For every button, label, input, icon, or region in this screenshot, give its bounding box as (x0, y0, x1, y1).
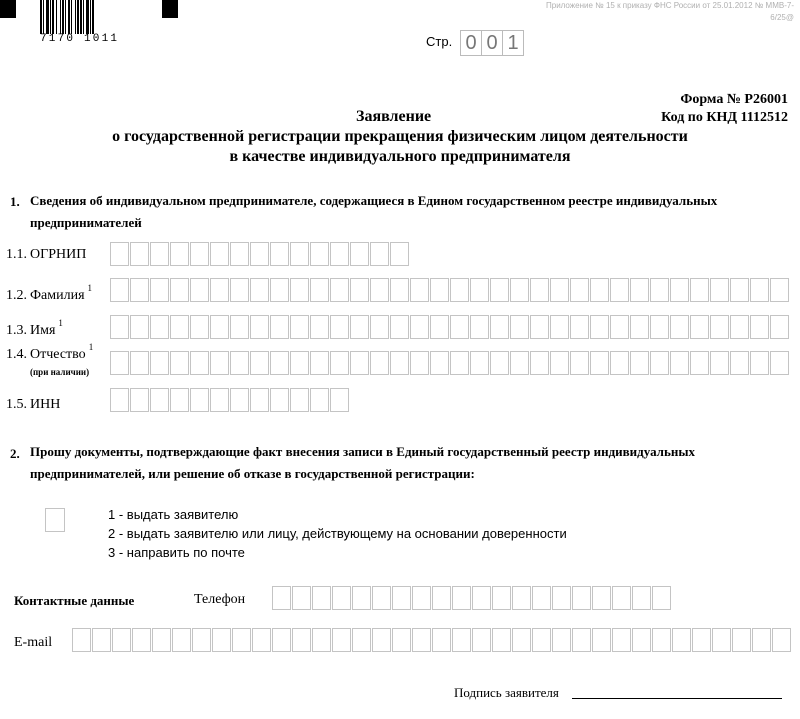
field-index: 1.1. (6, 247, 27, 262)
order-note-line2: 6/25@ (770, 13, 794, 22)
char-cell[interactable] (312, 586, 331, 610)
field-index: 1.3. (6, 323, 27, 338)
char-cell[interactable] (150, 315, 169, 339)
delivery-option-1: 1 - выдать заявителю (108, 507, 239, 522)
char-cell[interactable] (110, 315, 129, 339)
char-cell[interactable] (630, 351, 649, 375)
char-cell[interactable] (552, 586, 571, 610)
first-name-label (30, 318, 63, 339)
char-cell[interactable] (330, 388, 349, 412)
email-label: E-mail (14, 635, 53, 650)
char-cell[interactable] (450, 351, 469, 375)
char-cell[interactable] (232, 628, 251, 652)
char-cell[interactable] (230, 351, 249, 375)
char-cell[interactable] (170, 351, 189, 375)
char-cell[interactable] (170, 315, 189, 339)
char-cell[interactable] (210, 351, 229, 375)
first-name-cells[interactable] (110, 315, 790, 339)
char-cell[interactable] (630, 278, 649, 302)
inn-label: ИНН (30, 397, 61, 412)
char-cell[interactable] (692, 628, 711, 652)
char-cell[interactable] (690, 315, 709, 339)
char-cell[interactable] (332, 586, 351, 610)
char-cell[interactable] (550, 351, 569, 375)
char-cell[interactable] (370, 242, 389, 266)
char-cell[interactable] (290, 242, 309, 266)
first-name-label-text: Имя (30, 323, 56, 338)
char-cell[interactable] (652, 628, 671, 652)
footnote-marker: 1 (87, 283, 93, 293)
document-title: Заявление (356, 108, 432, 125)
char-cell[interactable] (450, 278, 469, 302)
barcode-bar (50, 0, 51, 34)
char-cell[interactable] (152, 628, 171, 652)
char-cell[interactable] (490, 351, 509, 375)
char-cell[interactable] (590, 351, 609, 375)
char-cell[interactable] (110, 351, 129, 375)
barcode-bar (77, 0, 79, 34)
form-number: Форма № Р26001 (680, 92, 788, 107)
char-cell[interactable] (292, 586, 311, 610)
char-cell[interactable] (330, 278, 349, 302)
char-cell[interactable] (230, 278, 249, 302)
char-cell[interactable] (290, 388, 309, 412)
char-cell[interactable] (670, 315, 689, 339)
char-cell[interactable] (150, 388, 169, 412)
inn-cells[interactable] (110, 388, 350, 412)
char-cell[interactable] (270, 278, 289, 302)
registration-mark-right (162, 0, 178, 18)
char-cell[interactable] (570, 278, 589, 302)
char-cell[interactable] (610, 278, 629, 302)
ogrnip-label: ОГРНИП (30, 247, 87, 262)
page-label: Стр. (426, 34, 453, 49)
char-cell[interactable] (190, 242, 209, 266)
surname-label-text: Фамилия (30, 288, 85, 303)
char-cell[interactable] (490, 315, 509, 339)
char-cell[interactable] (732, 628, 751, 652)
barcode-bar (40, 0, 42, 34)
char-cell[interactable] (670, 278, 689, 302)
barcode-number: 7170 1011 (40, 33, 120, 45)
signature-label: Подпись заявителя (454, 685, 559, 700)
char-cell[interactable] (770, 278, 789, 302)
char-cell[interactable] (550, 278, 569, 302)
char-cell[interactable] (532, 586, 551, 610)
char-cell[interactable] (750, 315, 769, 339)
char-cell[interactable] (390, 278, 409, 302)
page-digit[interactable]: 0 (481, 30, 503, 56)
char-cell[interactable] (310, 351, 329, 375)
footnote-marker: 1 (88, 342, 94, 352)
char-cell[interactable] (492, 628, 511, 652)
char-cell[interactable] (450, 315, 469, 339)
barcode-bar (60, 0, 61, 34)
barcode-bar (68, 0, 70, 34)
char-cell[interactable] (710, 278, 729, 302)
char-cell[interactable] (490, 278, 509, 302)
order-note-line1: Приложение № 15 к приказу ФНС России от 25.01.2012 № ММВ-7- (546, 1, 794, 10)
char-cell[interactable] (190, 351, 209, 375)
char-cell[interactable] (270, 388, 289, 412)
char-cell[interactable] (510, 278, 529, 302)
char-cell[interactable] (392, 628, 411, 652)
contacts-heading: Контактные данные (14, 593, 135, 608)
char-cell[interactable] (452, 586, 471, 610)
char-cell[interactable] (210, 242, 229, 266)
char-cell[interactable] (210, 388, 229, 412)
char-cell[interactable] (130, 315, 149, 339)
char-cell[interactable] (270, 242, 289, 266)
char-cell[interactable] (290, 315, 309, 339)
page-digit[interactable]: 1 (502, 30, 524, 56)
char-cell[interactable] (390, 242, 409, 266)
char-cell[interactable] (592, 628, 611, 652)
char-cell[interactable] (150, 278, 169, 302)
char-cell[interactable] (110, 278, 129, 302)
char-cell[interactable] (630, 315, 649, 339)
char-cell[interactable] (372, 586, 391, 610)
char-cell[interactable] (290, 278, 309, 302)
char-cell[interactable] (530, 315, 549, 339)
page-digit[interactable]: 0 (460, 30, 482, 56)
barcode-bar (43, 0, 44, 34)
char-cell[interactable] (310, 242, 329, 266)
char-cell[interactable] (112, 628, 131, 652)
char-cell[interactable] (370, 351, 389, 375)
char-cell[interactable] (132, 628, 151, 652)
barcode-bar (86, 0, 89, 34)
phone-cells[interactable] (272, 586, 672, 610)
char-cell[interactable] (350, 351, 369, 375)
registration-mark-left (0, 0, 16, 18)
barcode-bar (62, 0, 64, 34)
section1-heading: Сведения об индивидуальном предпринимателе, содержащиеся в Едином государственном реестре индивидуальных предпринимателей (30, 193, 718, 230)
char-cell[interactable] (352, 628, 371, 652)
char-cell[interactable] (332, 628, 351, 652)
patronymic-note: (при наличии) (30, 367, 90, 377)
char-cell[interactable] (672, 628, 691, 652)
char-cell[interactable] (412, 628, 431, 652)
char-cell[interactable] (572, 586, 591, 610)
char-cell[interactable] (272, 628, 291, 652)
char-cell[interactable] (310, 315, 329, 339)
char-cell[interactable] (530, 278, 549, 302)
char-cell[interactable] (410, 278, 429, 302)
char-cell[interactable] (410, 315, 429, 339)
char-cell[interactable] (150, 242, 169, 266)
char-cell[interactable] (130, 278, 149, 302)
delivery-option-cell[interactable] (45, 508, 65, 532)
section2-number: 2. (10, 446, 20, 461)
char-cell[interactable] (610, 315, 629, 339)
char-cell[interactable] (72, 628, 91, 652)
char-cell[interactable] (530, 351, 549, 375)
char-cell[interactable] (110, 242, 129, 266)
char-cell[interactable] (250, 315, 269, 339)
signature-line[interactable] (572, 698, 782, 699)
char-cell[interactable] (372, 628, 391, 652)
char-cell[interactable] (712, 628, 731, 652)
char-cell[interactable] (750, 351, 769, 375)
char-cell[interactable] (430, 351, 449, 375)
email-cells[interactable] (72, 628, 792, 652)
char-cell[interactable] (510, 315, 529, 339)
char-cell[interactable] (190, 388, 209, 412)
barcode-bar (83, 0, 84, 34)
char-cell[interactable] (512, 628, 531, 652)
char-cell[interactable] (190, 278, 209, 302)
char-cell[interactable] (610, 351, 629, 375)
barcode-bar (90, 0, 91, 34)
char-cell[interactable] (772, 628, 791, 652)
char-cell[interactable] (590, 315, 609, 339)
char-cell[interactable] (770, 315, 789, 339)
char-cell[interactable] (130, 242, 149, 266)
page-number-cells (460, 30, 523, 56)
char-cell[interactable] (592, 586, 611, 610)
char-cell[interactable] (452, 628, 471, 652)
char-cell[interactable] (590, 278, 609, 302)
char-cell[interactable] (292, 628, 311, 652)
char-cell[interactable] (612, 628, 631, 652)
char-cell[interactable] (330, 351, 349, 375)
barcode-bar (56, 0, 57, 34)
document-subtitle-line1: о государственной регистрации прекращения физическим лицом деятельности (112, 128, 688, 145)
char-cell[interactable] (170, 278, 189, 302)
char-cell[interactable] (130, 388, 149, 412)
char-cell[interactable] (110, 388, 129, 412)
char-cell[interactable] (252, 628, 271, 652)
knd-code: Код по КНД 1112512 (661, 110, 788, 125)
char-cell[interactable] (170, 242, 189, 266)
char-cell[interactable] (470, 315, 489, 339)
delivery-option-2: 2 - выдать заявителю или лицу, действующему на основании доверенности (108, 526, 567, 541)
char-cell[interactable] (430, 278, 449, 302)
char-cell[interactable] (612, 586, 631, 610)
field-index: 1.2. (6, 288, 27, 303)
char-cell[interactable] (730, 278, 749, 302)
footnote-marker: 1 (58, 318, 63, 328)
char-cell[interactable] (632, 586, 651, 610)
char-cell[interactable] (550, 315, 569, 339)
char-cell[interactable] (470, 351, 489, 375)
char-cell[interactable] (270, 315, 289, 339)
patronymic-cells[interactable] (110, 351, 790, 375)
char-cell[interactable] (710, 315, 729, 339)
char-cell[interactable] (310, 388, 329, 412)
barcode (40, 0, 144, 34)
char-cell[interactable] (92, 628, 111, 652)
char-cell[interactable] (492, 586, 511, 610)
char-cell[interactable] (770, 351, 789, 375)
char-cell[interactable] (472, 628, 491, 652)
char-cell[interactable] (570, 351, 589, 375)
char-cell[interactable] (410, 351, 429, 375)
barcode-bar (71, 0, 72, 34)
char-cell[interactable] (670, 351, 689, 375)
barcode-bar (52, 0, 54, 34)
char-cell[interactable] (230, 315, 249, 339)
char-cell[interactable] (272, 586, 291, 610)
char-cell[interactable] (390, 315, 409, 339)
field-index: 1.4. (6, 347, 27, 362)
char-cell[interactable] (230, 242, 249, 266)
char-cell[interactable] (432, 628, 451, 652)
char-cell[interactable] (552, 628, 571, 652)
char-cell[interactable] (730, 315, 749, 339)
char-cell[interactable] (310, 278, 329, 302)
surname-cells[interactable] (110, 278, 790, 302)
char-cell[interactable] (350, 242, 369, 266)
char-cell[interactable] (370, 278, 389, 302)
char-cell[interactable] (750, 278, 769, 302)
barcode-bar (92, 0, 94, 34)
char-cell[interactable] (652, 586, 671, 610)
patronymic-label-text: Отчество (30, 347, 86, 362)
char-cell[interactable] (212, 628, 231, 652)
char-cell[interactable] (250, 351, 269, 375)
char-cell[interactable] (690, 351, 709, 375)
char-cell[interactable] (650, 278, 669, 302)
char-cell[interactable] (250, 278, 269, 302)
patronymic-label (30, 342, 94, 363)
char-cell[interactable] (312, 628, 331, 652)
barcode-bar (46, 0, 49, 34)
char-cell[interactable] (572, 628, 591, 652)
char-cell[interactable] (270, 351, 289, 375)
char-cell[interactable] (330, 315, 349, 339)
char-cell[interactable] (532, 628, 551, 652)
char-cell[interactable] (170, 388, 189, 412)
char-cell[interactable] (330, 242, 349, 266)
char-cell[interactable] (192, 628, 211, 652)
char-cell[interactable] (690, 278, 709, 302)
char-cell[interactable] (512, 586, 531, 610)
ogrnip-cells[interactable] (110, 242, 410, 266)
char-cell[interactable] (210, 315, 229, 339)
char-cell[interactable] (632, 628, 651, 652)
char-cell[interactable] (570, 315, 589, 339)
char-cell[interactable] (752, 628, 771, 652)
barcode-bar (80, 0, 82, 34)
section1-number: 1. (10, 194, 20, 209)
char-cell[interactable] (350, 315, 369, 339)
char-cell[interactable] (430, 315, 449, 339)
field-index: 1.5. (6, 397, 27, 412)
char-cell[interactable] (210, 278, 229, 302)
surname-label (30, 283, 93, 304)
char-cell[interactable] (190, 315, 209, 339)
document-subtitle-line2: в качестве индивидуального предпринимателя (229, 148, 571, 165)
order-note (514, 0, 794, 24)
char-cell[interactable] (650, 351, 669, 375)
phone-label: Телефон (194, 592, 246, 607)
barcode-bar (75, 0, 76, 34)
char-cell[interactable] (150, 351, 169, 375)
char-cell[interactable] (350, 278, 369, 302)
section2-heading: Прошу документы, подтверждающие факт внесения записи в Единый государственный реестр индивидуальных предпринимателей, или решение об отказе в государственной регистрации: (30, 444, 695, 481)
char-cell[interactable] (390, 351, 409, 375)
char-cell[interactable] (172, 628, 191, 652)
char-cell[interactable] (730, 351, 749, 375)
char-cell[interactable] (470, 278, 489, 302)
char-cell[interactable] (250, 388, 269, 412)
char-cell[interactable] (392, 586, 411, 610)
delivery-option-3: 3 - направить по почте (108, 545, 245, 560)
char-cell[interactable] (710, 351, 729, 375)
char-cell[interactable] (510, 351, 529, 375)
barcode-bar (65, 0, 66, 34)
char-cell[interactable] (432, 586, 451, 610)
char-cell[interactable] (352, 586, 371, 610)
char-cell[interactable] (370, 315, 389, 339)
char-cell[interactable] (472, 586, 491, 610)
char-cell[interactable] (650, 315, 669, 339)
char-cell[interactable] (250, 242, 269, 266)
char-cell[interactable] (412, 586, 431, 610)
char-cell[interactable] (130, 351, 149, 375)
char-cell[interactable] (290, 351, 309, 375)
char-cell[interactable] (230, 388, 249, 412)
